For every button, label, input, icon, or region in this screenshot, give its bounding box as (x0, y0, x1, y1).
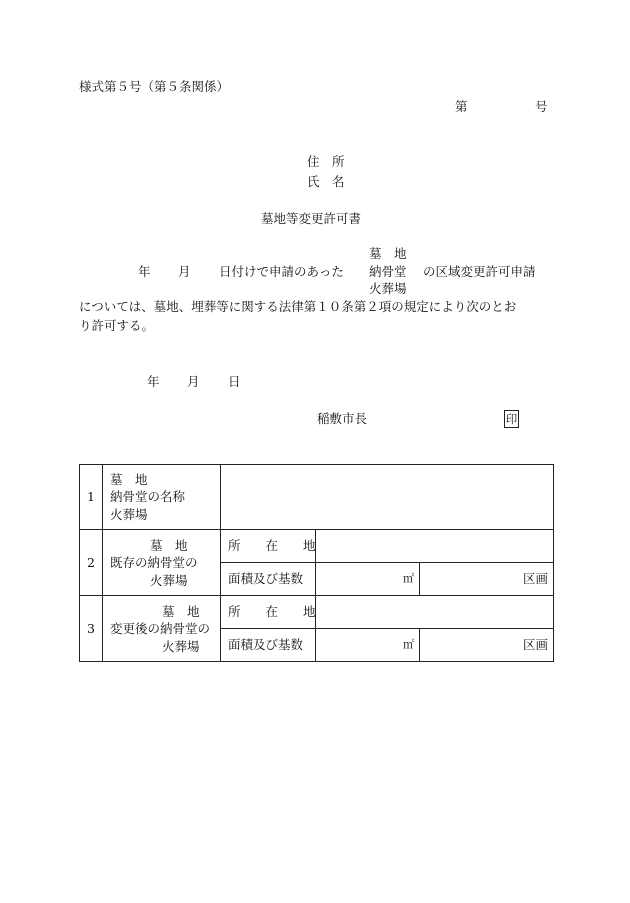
facility-type-crematorium: 火葬場 (369, 281, 407, 296)
location-label: 所 在 地 (228, 538, 316, 553)
label-crematorium: 火葬場 (150, 572, 188, 588)
body-line-2: については、墓地、埋葬等に関する法律第１０条第２項の規定により次のとお (79, 299, 517, 314)
table-row (80, 596, 554, 629)
location-value-cell (316, 596, 554, 629)
label-cemetery: 墓 地 (150, 537, 188, 553)
area-value-cell (316, 629, 420, 662)
label-changed-ossuary: 変更後の納骨堂の (110, 620, 211, 636)
issuer-title: 稲敷市長 (317, 411, 368, 426)
row-number-cell (80, 465, 103, 530)
area-label: 面積及び基数 (228, 637, 304, 652)
issue-month-label: 月 (187, 374, 200, 389)
area-value-cell (316, 563, 420, 596)
issue-day-label: 日 (228, 374, 241, 389)
label-cemetery: 墓 地 (162, 603, 200, 619)
area-label-cell (221, 563, 316, 596)
facility-type-cemetery: 墓 地 (369, 246, 407, 261)
label-cemetery: 墓 地 (110, 472, 148, 487)
label-crematorium: 火葬場 (110, 507, 148, 522)
name-label: 氏 名 (307, 174, 345, 189)
form-label: 様式第５号（第５条関係） (79, 79, 230, 94)
seal-stamp: 印 (505, 412, 518, 426)
location-value-cell (316, 530, 554, 563)
application-date-phrase: 日付けで申請のあった (219, 264, 344, 279)
request-phrase: の区域変更許可申請 (423, 264, 536, 279)
application-month-label: 月 (178, 264, 191, 279)
document-number-prefix: 第 (455, 99, 468, 114)
location-label-cell (221, 530, 316, 563)
square-meter-unit: ㎡ (403, 638, 414, 651)
square-meter-unit: ㎡ (403, 572, 414, 585)
row-number: 3 (87, 620, 95, 636)
plots-unit: 区画 (523, 637, 549, 652)
plots-value-cell (420, 563, 554, 596)
table-row (80, 530, 554, 563)
row-number-cell (80, 530, 103, 596)
label-existing-ossuary: 既存の納骨堂の (110, 554, 198, 570)
area-label-cell (221, 629, 316, 662)
location-label-cell (221, 596, 316, 629)
existing-facility-label-cell (103, 530, 221, 596)
row-number: 1 (87, 489, 95, 504)
label-ossuary-name: 納骨堂の名称 (110, 489, 186, 504)
label-crematorium: 火葬場 (162, 638, 200, 654)
plots-value-cell (420, 629, 554, 662)
facility-type-ossuary: 納骨堂 (369, 264, 407, 279)
document-number-suffix: 号 (535, 99, 548, 114)
body-line-3: り許可する。 (79, 318, 155, 333)
facility-name-label-cell (103, 465, 221, 530)
changed-facility-label-cell (103, 596, 221, 662)
table-row (80, 465, 554, 530)
facility-name-value-cell (221, 465, 554, 530)
plots-unit: 区画 (523, 571, 549, 586)
address-label: 住 所 (307, 154, 345, 169)
document-title: 墓地等変更許可書 (261, 211, 362, 226)
row-number-cell (80, 596, 103, 662)
permit-details-table (79, 464, 553, 657)
location-label: 所 在 地 (228, 604, 316, 619)
area-label: 面積及び基数 (228, 571, 304, 586)
row-number: 2 (87, 554, 95, 570)
application-year-label: 年 (138, 264, 151, 279)
issue-year-label: 年 (147, 374, 160, 389)
